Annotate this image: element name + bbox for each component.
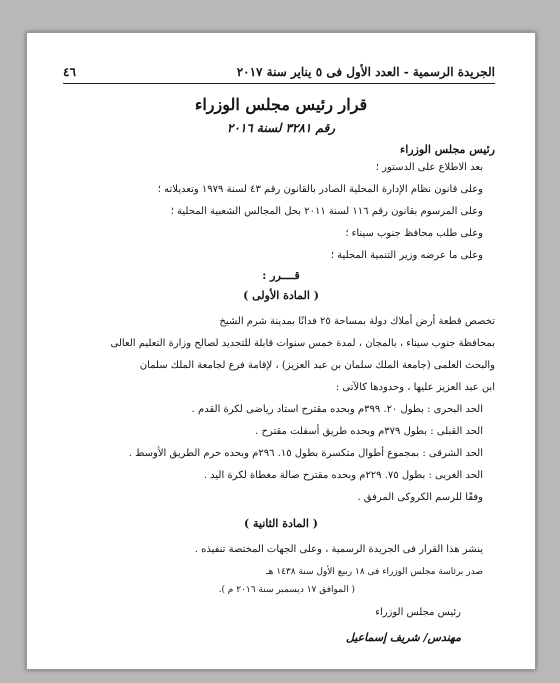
article-1-line: تخصص قطعة أرض أملاك دولة بمساحة ٢٥ فدانًا بمدينة شرم الشيخ bbox=[219, 316, 495, 327]
decree-title: قرار رئيس مجلس الوزراء bbox=[194, 95, 368, 114]
preamble-line: وعلى قانون نظام الإدارة المحلية الصادر بالقانون رقم ٤٣ لسنة ١٩٧٩ وتعديلاته ؛ bbox=[157, 184, 483, 195]
boundary-east: الحد الشرقى : بمجموع أطوال متكسرة بطول ١٥. ٢٩٦م وبحده حرم الطريق الأوسط . bbox=[128, 448, 483, 459]
page-number: ٤٦ bbox=[63, 65, 76, 79]
header-divider bbox=[63, 83, 495, 84]
signature-name: مهندس/ شريف إسماعيل bbox=[345, 631, 461, 644]
article-1-heading: ( المادة الأولى ) bbox=[243, 289, 319, 302]
article-1-line: والبحث العلمى (جامعة الملك سلمان بن عبد العزيز) ، لإقامة فرع لجامعة الملك سلمان bbox=[139, 360, 495, 371]
issued-gregorian: ( الموافق ١٧ ديسمبر سنة ٢٠١٦ م ). bbox=[218, 585, 355, 595]
preamble-line: وعلى المرسوم بقانون رقم ١١٦ لسنة ٢٠١١ بحل المجالس الشعبية المحلية ؛ bbox=[170, 206, 483, 217]
issued-hijri: صدر برئاسة مجلس الوزراء فى ١٨ ربيع الأول سنة ١٤٣٨ هـ bbox=[266, 567, 483, 577]
boundary-west: الحد الغربى : بطول ٧٥. ٢٢٩م وبحده مقترح صالة مغطاة لكرة اليد . bbox=[203, 470, 483, 481]
boundary-north: الحد البحرى : بطول ٢٠. ٣٩٩م وبحده مقترح استاد رياضى لكرة القدم . bbox=[191, 404, 483, 415]
article-1-line: بمحافظة جنوب سيناء ، بالمجان ، لمدة خمس سنوات قابلة للتجديد لصالح وزارة التعليم العالى bbox=[110, 338, 495, 349]
preamble-line: وعلى طلب محافظ جنوب سيناء ؛ bbox=[345, 228, 483, 239]
decree-number: رقم ٣٢٨١ لسنة ٢٠١٦ bbox=[226, 121, 336, 135]
document-frame bbox=[26, 32, 536, 670]
article-1-line: ابن عبد العزيز عليها ، وحدودها كالآتى : bbox=[335, 382, 495, 393]
signature-title: رئيس مجلس الوزراء bbox=[375, 607, 461, 618]
article-2-text: ينشر هذا القرار فى الجريدة الرسمية ، وعلى الجهات المختصة تنفيذه . bbox=[194, 544, 483, 555]
issuer-heading: رئيس مجلس الوزراء bbox=[400, 143, 495, 156]
publication-title: الجريدة الرسمية - العدد الأول فى ٥ يناير سنة ٢٠١٧ bbox=[236, 65, 495, 79]
gazette-page bbox=[27, 33, 535, 669]
preamble-line: وعلى ما عرضه وزير التنمية المحلية ؛ bbox=[330, 250, 483, 261]
decided-heading: قــــرر : bbox=[262, 269, 300, 282]
article-1-closing: وفقًا للرسم الكروكى المرفق . bbox=[357, 492, 483, 503]
boundary-south: الحد القبلى : بطول ٣٧٩م وبحده طريق أسفلت مقترح . bbox=[255, 426, 483, 437]
article-2-heading: ( المادة الثانية ) bbox=[243, 517, 319, 530]
preamble-line: بعد الاطلاع على الدستور ؛ bbox=[375, 162, 483, 173]
page-header bbox=[63, 59, 495, 79]
